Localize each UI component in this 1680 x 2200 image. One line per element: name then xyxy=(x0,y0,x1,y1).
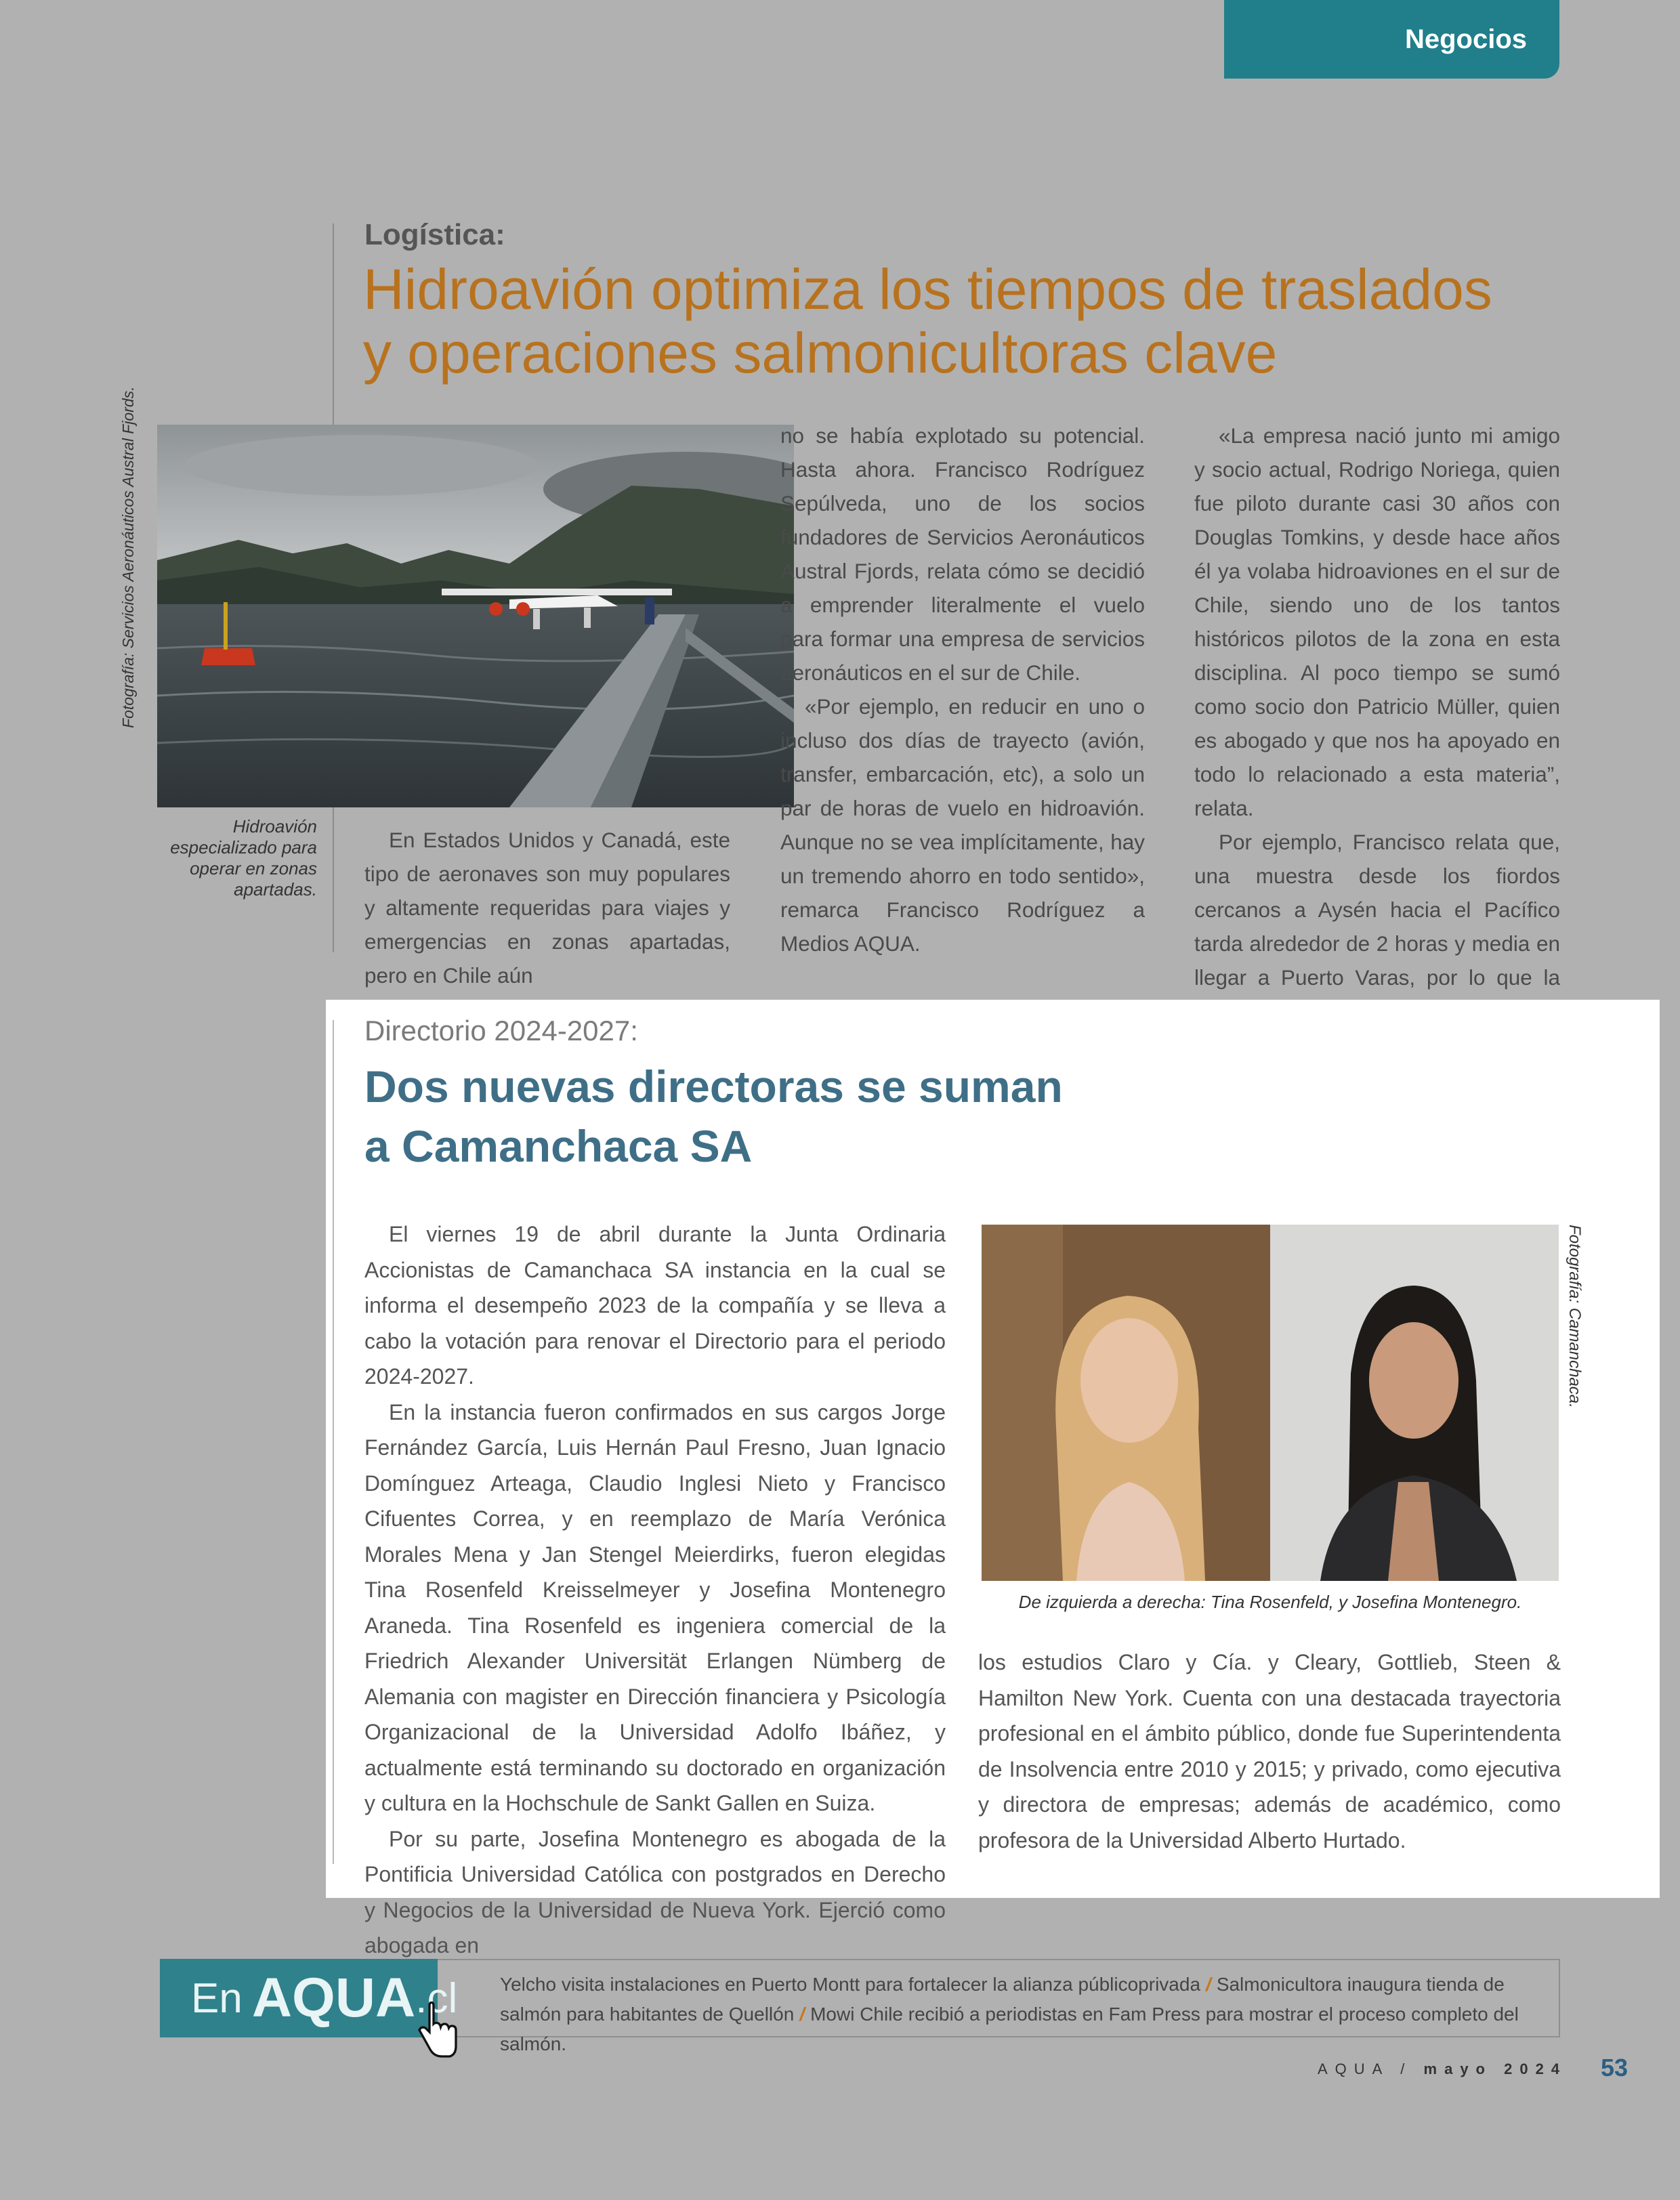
article1-title-line2: y operaciones salmonicultoras clave xyxy=(363,321,1278,385)
issue-date: mayo 2024 xyxy=(1423,2060,1568,2077)
article1-title-line1: Hidroavión optimiza los tiempos de traslados xyxy=(363,257,1492,321)
magazine-name: AQUA xyxy=(1318,2060,1389,2077)
article2-divider xyxy=(333,1020,334,1864)
article2-photo-caption: De izquierda a derecha: Tina Rosenfeld, y Josefina Montenegro. xyxy=(1018,1592,1522,1612)
article2-title-line1: Dos nuevas directoras se suman xyxy=(364,1061,1063,1112)
article2-paragraph: En la instancia fueron confirmados en sus cargos Jorge Fernández García, Luis Hernán Paul Fresno, Juan Ignacio Domínguez Arteaga, Claudio Inglesi Nieto y Francisco Cifuentes Correa, y en reemplazo de María Verónica Morales Mena y Jan Stengel Meierdirks, fueron elegidas Tina Rosenfeld Kreisselmeyer y Josefina Montenegro Araneda. Tina Rosenfeld es ingeniera comercial de la Friedrich Alexander Universität Erlangen Nümberg de Alemania con magister en Dirección financiera y Psicología Organizacional de la Universidad Adolfo Ibáñez, y actualmente está terminando su doctorado en organización y cultura en la Hochschule de Sankt Gallen en Suiza. xyxy=(364,1399,946,1815)
article1-title xyxy=(363,257,1515,385)
article1-paragraph: En Estados Unidos y Canadá, este tipo de aeronaves son muy populares y altamente requeridas para viajes y emergencias en zonas apartadas, pero en Chile aún xyxy=(364,828,730,988)
article1-column3 xyxy=(1194,419,1560,1062)
article2-paragraph: Por su parte, Josefina Montenegro es abogada de la Pontificia Universidad Católica con postgrados en Derecho y Negocios de la Universidad de Nueva York. Ejerció como abogada en xyxy=(364,1826,946,1958)
section-tab xyxy=(1224,0,1559,79)
article2-column2 xyxy=(978,1645,1561,1858)
article1-paragraph: «La empresa nació junto mi amigo y socio actual, Rodrigo Noriega, quien fue piloto durante casi 30 años con Douglas Tomkins, y desde hace años él ya volaba hidroaviones en el sur de Chile, siendo uno de los tantos históricos pilotos de la zona en esta disciplina. Al poco tiempo se sumó como socio don Patricio Müller, quien es abogado y que nos ha apoyado en todo lo relacionado a esta materia”, relata. xyxy=(1194,423,1560,820)
article2-column1 xyxy=(364,1217,946,1964)
article1-photo-credit: Fotografía: Servicios Aeronáuticos Austral Fjords. xyxy=(119,386,137,728)
article1-column2 xyxy=(780,419,1145,960)
page-footer xyxy=(1318,2060,1567,2078)
article1-column1 xyxy=(364,823,730,992)
aqua-headline-link[interactable]: Salmonicultora inaugura tienda de salmón para habitantes de Quellón xyxy=(500,1974,1505,2025)
article2-photo-credit: Fotografía: Camanchaca. xyxy=(1566,1225,1584,1408)
pointer-hand-icon xyxy=(413,2002,462,2062)
separator: / xyxy=(799,2004,805,2025)
aqua-site-link[interactable] xyxy=(160,1959,458,2037)
page-number: 53 xyxy=(1601,2054,1629,2081)
article2-title xyxy=(364,1057,1245,1176)
article2-kicker: Directorio 2024-2027: xyxy=(364,1015,638,1046)
seaplane-photo xyxy=(157,425,794,807)
aqua-label-cl: .cl xyxy=(415,1974,458,2022)
aqua-headline-link[interactable]: Yelcho visita instalaciones en Puerto Montt para fortalecer la alianza públicoprivada xyxy=(500,1974,1201,1995)
aqua-headlines xyxy=(500,1970,1543,2059)
separator: / xyxy=(1206,1974,1211,1995)
aqua-label-aqua: AQUA xyxy=(251,1967,416,2029)
article1-paragraph: «Por ejemplo, en reducir en uno o incluso dos días de trayecto (avión, transfer, embarcación, etc), a solo un par de horas de vuelo en hidroavión. Aunque no se vea implícitamente, hay un tremendo ahorro en todo sentido», remarca Francisco Rodríguez a Medios AQUA. xyxy=(780,694,1145,956)
article2-paragraph: los estudios Claro y Cía. y Cleary, Gottlieb, Steen & Hamilton New York. Cuenta con una destacada trayectoria profesional en el ámbito público, donde fue Superintendenta de Insolvencia entre 2010 y 2015; y privado, como ejecutiva y directora de empresas; además de académico, como profesora de la Universidad Alberto Hurtado. xyxy=(978,1650,1561,1853)
article1-paragraph: no se había explotado su potencial. Hasta ahora. Francisco Rodríguez Sepúlveda, uno de los socios fundadores de Servicios Aeronáuticos Austral Fjords, relata cómo se decidió a emprender literalmente el vuelo para formar una empresa de servicios aeronáuticos en el sur de Chile. xyxy=(780,423,1145,685)
article1-kicker: Logística: xyxy=(364,218,505,251)
article1-photo-caption: Hidroavión especializado para operar en zonas apartadas. xyxy=(170,816,317,900)
article2-paragraph: El viernes 19 de abril durante la Junta Ordinaria Accionistas de Camanchaca SA instancia en la cual se informa el desempeño 2023 de la compañía y se lleva a cabo la votación para renovar el Directorio para el periodo 2024-2027. xyxy=(364,1222,946,1389)
section-label: Negocios xyxy=(1404,24,1527,54)
article2-title-line2: a Camanchaca SA xyxy=(364,1121,753,1171)
aqua-headline-link[interactable]: Mowi Chile recibió a periodistas en Fam Press para mostrar el proceso completo del salmón. xyxy=(500,2004,1519,2054)
footer-slash: / xyxy=(1400,2060,1412,2077)
aqua-label-en: En xyxy=(191,1974,243,2022)
article1-paragraph: Por ejemplo, Francisco relata que, una muestra desde los fiordos cercanos a Aysén hacia el Pacífico tarda alrededor de 2 horas y media en llegar a Puerto Varas, por lo que la xyxy=(1194,830,1560,990)
directors-photo xyxy=(982,1225,1559,1581)
